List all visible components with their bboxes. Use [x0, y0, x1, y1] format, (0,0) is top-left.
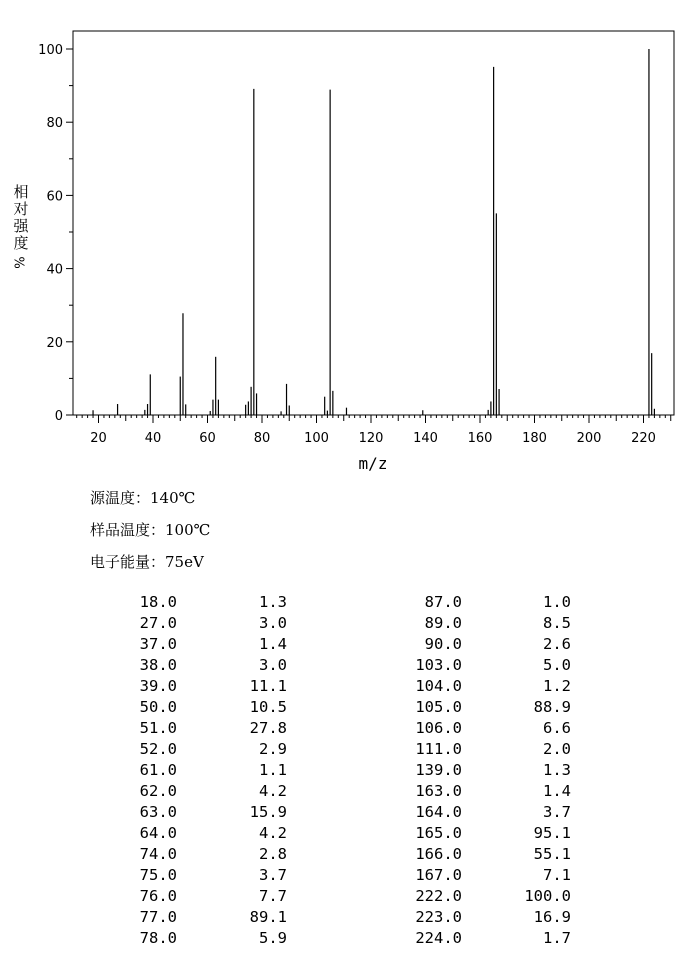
- peak-mz: 111.0: [415, 740, 462, 758]
- peak-mz: 103.0: [415, 656, 462, 674]
- y-tick-label: 0: [54, 409, 63, 424]
- y-axis-label-unit: %: [13, 256, 29, 269]
- peak-intensity: 1.2: [543, 677, 571, 695]
- peak-intensity: 1.4: [543, 782, 571, 800]
- peak-intensity: 2.0: [543, 740, 571, 758]
- peak-intensity: 3.7: [259, 866, 287, 884]
- x-axis-label: m/z: [358, 454, 388, 473]
- peak-intensity: 4.2: [259, 824, 287, 842]
- x-tick-label: 160: [467, 431, 493, 446]
- peak-intensity: 55.1: [533, 845, 571, 863]
- peak-mz: 77.0: [139, 908, 177, 926]
- peak-intensity: 2.6: [543, 635, 571, 653]
- peak-mz: 78.0: [139, 929, 177, 947]
- x-tick-label: 120: [358, 431, 384, 446]
- peak-intensity: 2.8: [259, 845, 287, 863]
- peak-intensity: 2.9: [259, 740, 287, 758]
- peak-intensity: 1.7: [543, 929, 571, 947]
- peak-intensity: 5.0: [543, 656, 571, 674]
- peak-mz: 38.0: [139, 656, 177, 674]
- spectrum-peaks: [93, 49, 654, 415]
- peak-mz: 37.0: [139, 635, 177, 653]
- y-axis-label-char: 度: [13, 234, 29, 252]
- peak-mz: 52.0: [139, 740, 177, 758]
- peak-intensity: 6.6: [543, 719, 571, 737]
- y-tick-label: 100: [38, 43, 63, 58]
- x-tick-label: 80: [253, 431, 271, 446]
- peak-intensity: 1.1: [259, 761, 287, 779]
- peak-mz: 90.0: [424, 635, 462, 653]
- electron-energy: 电子能量：75eV: [90, 553, 204, 571]
- peak-mz: 18.0: [139, 593, 177, 611]
- mass-spectrum-chart: [0, 0, 696, 480]
- peak-intensity: 1.3: [259, 593, 287, 611]
- peak-intensity: 11.1: [249, 677, 287, 695]
- peak-intensity: 10.5: [249, 698, 287, 716]
- peak-mz: 27.0: [139, 614, 177, 632]
- peak-intensity: 3.7: [543, 803, 571, 821]
- sample-temperature: 样品温度：100℃: [90, 521, 211, 539]
- peak-intensity: 1.4: [259, 635, 287, 653]
- source-temperature: 源温度：140℃: [90, 489, 196, 507]
- peak-mz: 76.0: [139, 887, 177, 905]
- peak-intensity: 16.9: [533, 908, 571, 926]
- peak-mz: 106.0: [415, 719, 462, 737]
- x-axis: [77, 415, 671, 446]
- peak-intensity: 7.1: [543, 866, 571, 884]
- peak-mz: 139.0: [415, 761, 462, 779]
- x-tick-label: 200: [576, 431, 602, 446]
- peak-intensity: 4.2: [259, 782, 287, 800]
- peak-mz: 166.0: [415, 845, 462, 863]
- y-axis-label-char: 对: [13, 200, 29, 218]
- peak-mz: 51.0: [139, 719, 177, 737]
- y-tick-label: 80: [46, 116, 63, 132]
- peak-mz: 62.0: [139, 782, 177, 800]
- peak-intensity: 27.8: [249, 719, 287, 737]
- peak-mz: 63.0: [139, 803, 177, 821]
- peak-mz: 50.0: [139, 698, 177, 716]
- peak-intensity: 88.9: [533, 698, 571, 716]
- peak-intensity: 5.9: [259, 929, 287, 947]
- peak-mz: 105.0: [415, 698, 462, 716]
- peak-intensity: 95.1: [533, 824, 571, 842]
- peak-intensity: 7.7: [259, 887, 287, 905]
- peak-mz: 89.0: [424, 614, 462, 632]
- plot-frame: [73, 31, 674, 415]
- x-tick-label: 140: [413, 431, 438, 446]
- peak-mz: 163.0: [415, 782, 462, 800]
- y-tick-label: 20: [46, 335, 63, 351]
- peak-mz: 222.0: [415, 887, 462, 905]
- x-tick-label: 220: [631, 431, 656, 446]
- peak-mz: 104.0: [415, 677, 462, 695]
- peak-mz: 74.0: [139, 845, 177, 863]
- y-axis-label: [12, 184, 30, 271]
- peak-mz: 75.0: [139, 866, 177, 884]
- peak-mz: 164.0: [415, 803, 462, 821]
- peak-intensity: 100.0: [524, 887, 571, 905]
- peak-mz: 64.0: [139, 824, 177, 842]
- peak-mz: 165.0: [415, 824, 462, 842]
- peak-intensity: 1.3: [543, 761, 571, 779]
- x-tick-label: 180: [522, 431, 547, 446]
- x-tick-label: 60: [199, 431, 216, 446]
- peak-mz: 167.0: [415, 866, 462, 884]
- peak-mz: 39.0: [139, 677, 177, 695]
- peak-intensity: 3.0: [259, 656, 287, 674]
- y-axis: [38, 43, 73, 424]
- peak-mz: 87.0: [424, 593, 462, 611]
- peak-mz: 223.0: [415, 908, 462, 926]
- y-tick-label: 40: [46, 262, 63, 278]
- x-tick-label: 40: [144, 431, 162, 446]
- y-tick-label: 60: [46, 189, 63, 205]
- peak-intensity: 15.9: [249, 803, 287, 821]
- y-axis-label-char: 相: [13, 183, 29, 201]
- peak-intensity: 3.0: [259, 614, 287, 632]
- x-tick-label: 20: [90, 431, 107, 446]
- peak-mz: 61.0: [139, 761, 177, 779]
- peak-mz: 224.0: [415, 929, 462, 947]
- peak-intensity: 1.0: [543, 593, 571, 611]
- peak-intensity: 8.5: [543, 614, 571, 632]
- x-tick-label: 100: [304, 431, 329, 446]
- y-axis-label-char: 强: [13, 217, 29, 235]
- peak-intensity: 89.1: [249, 908, 287, 926]
